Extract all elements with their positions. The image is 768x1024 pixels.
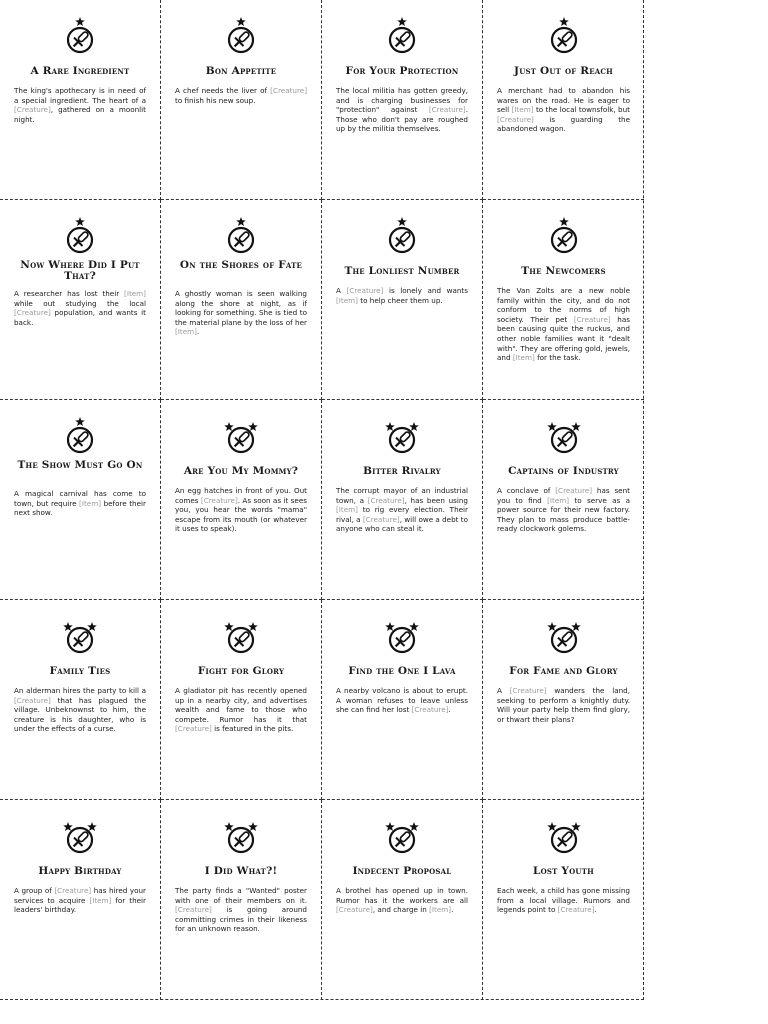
placeholder-token: [Creature] <box>557 905 595 915</box>
quest-title: Family Ties <box>49 665 111 677</box>
quest-description <box>175 886 307 934</box>
quest-card <box>322 800 483 1000</box>
placeholder-token: [Item] <box>336 505 358 515</box>
placeholder-token: [Creature] <box>270 86 307 95</box>
quest-title: Just Out of Reach <box>514 65 613 77</box>
description-text: is guarding the abandoned wagon. <box>497 114 630 134</box>
ring-icon <box>68 28 92 52</box>
quest-description <box>14 489 146 518</box>
star-icon <box>385 422 395 431</box>
quest-description <box>175 289 307 337</box>
quest-title: Lost Youth <box>533 865 594 877</box>
star-icon <box>571 822 581 831</box>
difficulty-emblem-icon <box>377 216 427 256</box>
star-icon <box>248 422 258 431</box>
quest-description <box>497 286 630 363</box>
quest-title: Indecent Proposal <box>352 865 452 877</box>
star-icon <box>236 217 246 226</box>
ring-icon <box>229 428 253 452</box>
ring-icon <box>552 628 576 652</box>
description-text: A conclave of <box>497 486 556 495</box>
quest-description <box>497 86 630 134</box>
placeholder-token: [Creature] <box>14 308 51 318</box>
quest-description <box>336 686 468 715</box>
description-text: A <box>336 286 347 295</box>
quest-card <box>0 600 161 800</box>
star-icon <box>224 622 234 631</box>
placeholder-token: [Creature] <box>175 905 212 915</box>
star-icon <box>547 622 557 631</box>
quest-title: Are You My Mommy? <box>183 465 299 477</box>
difficulty-emblem-icon <box>216 16 266 56</box>
description-text: The corrupt mayor of an industrial town, a <box>336 486 468 505</box>
description-text: A brothel has opened up in town. Rumor has it the workers are all <box>336 886 468 905</box>
description-text: A group of <box>14 886 55 895</box>
placeholder-token: [Creature] <box>175 724 212 734</box>
star-icon <box>409 422 419 431</box>
description-text: The party finds a "Wanted" poster with one of their members on it. <box>175 886 307 905</box>
ring-icon <box>229 28 253 52</box>
description-text: A chef needs the liver of <box>175 86 271 95</box>
placeholder-token: [Item] <box>429 905 452 915</box>
quest-description <box>336 886 468 915</box>
difficulty-emblem-icon <box>55 816 105 856</box>
difficulty-emblem-icon <box>216 216 266 256</box>
quest-card <box>483 800 644 1000</box>
description-text: has sent you to find <box>497 486 630 505</box>
placeholder-token: [Item] <box>124 289 146 298</box>
difficulty-emblem-icon <box>539 816 589 856</box>
description-text: . <box>594 905 597 915</box>
placeholder-token: [Creature] <box>411 705 449 715</box>
description-text: An alderman hires the party to kill a <box>14 686 146 695</box>
placeholder-token: [Item] <box>547 495 570 505</box>
description-text: , has been using <box>404 495 468 505</box>
difficulty-emblem-icon <box>55 216 105 256</box>
ring-icon <box>552 828 576 852</box>
quest-card <box>161 400 322 600</box>
quest-description <box>497 486 630 534</box>
ring-icon <box>552 228 576 252</box>
star-icon <box>224 422 234 431</box>
ring-icon <box>390 828 414 852</box>
placeholder-token: [Creature] <box>336 905 373 915</box>
quest-title: Fight for Glory <box>197 665 285 677</box>
ring-icon <box>390 28 414 52</box>
description-text: while out studying the local <box>14 298 146 308</box>
quest-description <box>175 486 307 534</box>
placeholder-token: [Item] <box>512 353 535 363</box>
description-text: before their next show. <box>14 498 146 518</box>
quest-title: Happy Birthday <box>38 865 122 877</box>
ring-icon <box>229 628 253 652</box>
placeholder-token: [Creature] <box>428 105 466 115</box>
star-icon <box>63 622 73 631</box>
description-text: to finish his new soup. <box>175 95 256 105</box>
description-text: to rig every election. Their rival, a <box>336 505 468 524</box>
description-text: The king's apothecary is in need of a special ingredient. The heart of a <box>14 86 146 105</box>
quest-title: The Newcomers <box>521 265 606 277</box>
quest-card <box>483 600 644 800</box>
placeholder-token: [Creature] <box>509 686 547 695</box>
star-icon <box>547 822 557 831</box>
description-text: The Van Zolts are a new noble family within the city, and do not conform to the norms of high society. Their pet <box>497 286 630 324</box>
description-text: that has plagued the village. Unbeknownst to him, the creature is his daughter, who is under the effects of a curse. <box>14 695 146 734</box>
quest-title: Bitter Rivalry <box>363 465 441 477</box>
description-text: . <box>448 705 451 715</box>
star-icon <box>385 622 395 631</box>
difficulty-emblem-icon <box>55 16 105 56</box>
quest-card <box>322 400 483 600</box>
placeholder-token: [Item] <box>336 295 358 305</box>
ring-icon <box>229 828 253 852</box>
quest-description <box>497 686 630 724</box>
star-icon <box>385 822 395 831</box>
quest-card <box>483 0 644 200</box>
quest-card <box>161 600 322 800</box>
quest-title: For Fame and Glory <box>509 665 618 677</box>
quest-card <box>483 200 644 400</box>
quest-card <box>0 0 161 200</box>
description-text: , and charge in <box>372 905 430 915</box>
description-text: wanders the land, seeking to perform a knightly duty. Will your party help them find glory, or thwart their plans? <box>497 686 630 724</box>
ring-icon <box>390 228 414 252</box>
ring-icon <box>552 428 576 452</box>
quest-description <box>336 486 468 534</box>
quest-description <box>336 86 468 134</box>
ring-icon <box>229 228 253 252</box>
ring-icon <box>390 628 414 652</box>
description-text: A merchant had to abandon his wares on the road. He is eager to sell <box>497 86 630 115</box>
star-icon <box>248 622 258 631</box>
quest-description <box>175 686 307 734</box>
placeholder-token: [Creature] <box>54 886 92 895</box>
star-icon <box>87 622 97 631</box>
difficulty-emblem-icon <box>539 216 589 256</box>
difficulty-emblem-icon <box>377 16 427 56</box>
quest-card <box>322 600 483 800</box>
placeholder-token: [Creature] <box>346 286 384 295</box>
description-text: . As soon as it sees you, you hear the words "mama" escape from its mouth (or whatever it uses to speak). <box>175 495 307 534</box>
difficulty-emblem-icon <box>377 416 427 456</box>
quest-card <box>0 400 161 600</box>
description-text: A gladiator pit has recently opened up in a nearby city, and advertises wealth and fame to those who compete. Rumor has it that <box>175 686 307 724</box>
quest-description <box>14 686 146 734</box>
ring-icon <box>68 228 92 252</box>
placeholder-token: [Creature] <box>573 314 611 324</box>
quest-card <box>161 800 322 1000</box>
description-text: population, and wants it back. <box>14 308 146 327</box>
star-icon <box>397 17 407 26</box>
star-icon <box>87 822 97 831</box>
difficulty-emblem-icon <box>216 616 266 656</box>
star-icon <box>75 417 85 426</box>
difficulty-emblem-icon <box>55 416 105 456</box>
description-text: . <box>196 327 200 337</box>
placeholder-token: [Creature] <box>14 105 51 115</box>
placeholder-token: [Creature] <box>362 514 400 524</box>
difficulty-emblem-icon <box>539 416 589 456</box>
description-text: A researcher has lost their <box>14 289 125 298</box>
quest-card <box>483 400 644 600</box>
description-text: The local militia has gotten greedy, and is charging businesses for "protection" against <box>336 86 468 115</box>
quest-description <box>336 286 468 305</box>
description-text: has been causing quite the ruckus, and other noble families want it "dealt with". They are offering gold, jewels, and <box>497 314 630 363</box>
difficulty-emblem-icon <box>539 16 589 56</box>
quest-title: Captains of Industry <box>508 465 619 477</box>
star-icon <box>559 17 569 26</box>
description-text: Each week, a child has gone missing from a local village. Rumors and legends point to <box>497 886 630 915</box>
star-icon <box>236 17 246 26</box>
quest-card <box>0 200 161 400</box>
description-text: A ghostly woman is seen walking along the shore at night, as if looking for something. She is tied to the material plane by the loss of her <box>175 289 307 327</box>
placeholder-token: [Item] <box>175 327 197 337</box>
placeholder-token: [Creature] <box>367 495 405 505</box>
description-text: to serve as a power source for their new factory. They plan to mass produce battle-ready clockwork golems. <box>497 495 630 534</box>
quest-description <box>14 886 146 915</box>
ring-icon <box>68 428 92 452</box>
quest-title: I Did What?! <box>204 865 278 877</box>
description-text: is lonely and wants <box>383 286 468 295</box>
ring-icon <box>68 628 92 652</box>
ring-icon <box>68 828 92 852</box>
quest-card <box>322 0 483 200</box>
description-text: to help cheer them up. <box>357 295 443 305</box>
star-icon <box>547 422 557 431</box>
quest-card <box>0 800 161 1000</box>
placeholder-token: [Creature] <box>14 695 51 705</box>
quest-card <box>161 200 322 400</box>
quest-description <box>14 289 146 327</box>
description-text: A nearby volcano is about to erupt. A woman refuses to leave unless she can find her lost <box>336 686 468 715</box>
description-text: to the local townsfolk, but <box>533 105 630 115</box>
star-icon <box>571 422 581 431</box>
placeholder-token: [Creature] <box>200 495 238 505</box>
description-text: . <box>451 905 454 915</box>
quest-title: Bon Appetite <box>205 65 277 77</box>
star-icon <box>409 622 419 631</box>
quest-title: The Lonliest Number <box>344 265 460 277</box>
description-text: for the task. <box>534 353 581 363</box>
difficulty-emblem-icon <box>377 616 427 656</box>
difficulty-emblem-icon <box>55 616 105 656</box>
star-icon <box>63 822 73 831</box>
quest-card <box>161 0 322 200</box>
star-icon <box>559 217 569 226</box>
quest-card <box>322 200 483 400</box>
description-text: is featured in the pits. <box>211 724 294 734</box>
ring-icon <box>390 428 414 452</box>
description-text: An egg hatches in front of you. Out comes <box>175 486 307 505</box>
difficulty-emblem-icon <box>216 416 266 456</box>
quest-title: Now Where Did I Put That? <box>20 259 140 282</box>
quest-title: On the Shores of Fate <box>179 259 303 271</box>
star-icon <box>571 622 581 631</box>
difficulty-emblem-icon <box>377 816 427 856</box>
star-icon <box>75 217 85 226</box>
description-text: A <box>497 686 510 695</box>
star-icon <box>248 822 258 831</box>
star-icon <box>75 17 85 26</box>
quest-description <box>14 86 146 124</box>
description-text: . Those who don't pay are roughed up by the militia themselves. <box>336 105 468 134</box>
placeholder-token: [Creature] <box>497 114 534 124</box>
placeholder-token: [Item] <box>89 895 112 905</box>
placeholder-token: [Creature] <box>555 486 593 495</box>
description-text: A magical carnival has come to town, but require <box>14 489 146 508</box>
placeholder-token: [Item] <box>511 105 534 115</box>
difficulty-emblem-icon <box>539 616 589 656</box>
description-text: has hired your services to acquire <box>14 886 146 905</box>
quest-description <box>497 886 630 915</box>
quest-title: The Show Must Go On <box>17 459 143 471</box>
description-text: is going around committing crimes in their likeness for an unknown reason. <box>175 905 307 934</box>
difficulty-emblem-icon <box>216 816 266 856</box>
star-icon <box>409 822 419 831</box>
placeholder-token: [Item] <box>79 498 102 508</box>
quest-title: A Rare Ingredient <box>30 65 130 77</box>
quest-title: For Your Protection <box>345 65 459 77</box>
star-icon <box>224 822 234 831</box>
ring-icon <box>552 28 576 52</box>
quest-title: Find the One I Lava <box>348 665 456 677</box>
description-text: , gathered on a moonlit night. <box>14 105 146 124</box>
description-text: for their leaders' birthday. <box>14 895 146 915</box>
star-icon <box>397 217 407 226</box>
description-text: , will owe a debt to anyone who can steal it. <box>336 514 468 534</box>
quest-description <box>175 86 307 105</box>
